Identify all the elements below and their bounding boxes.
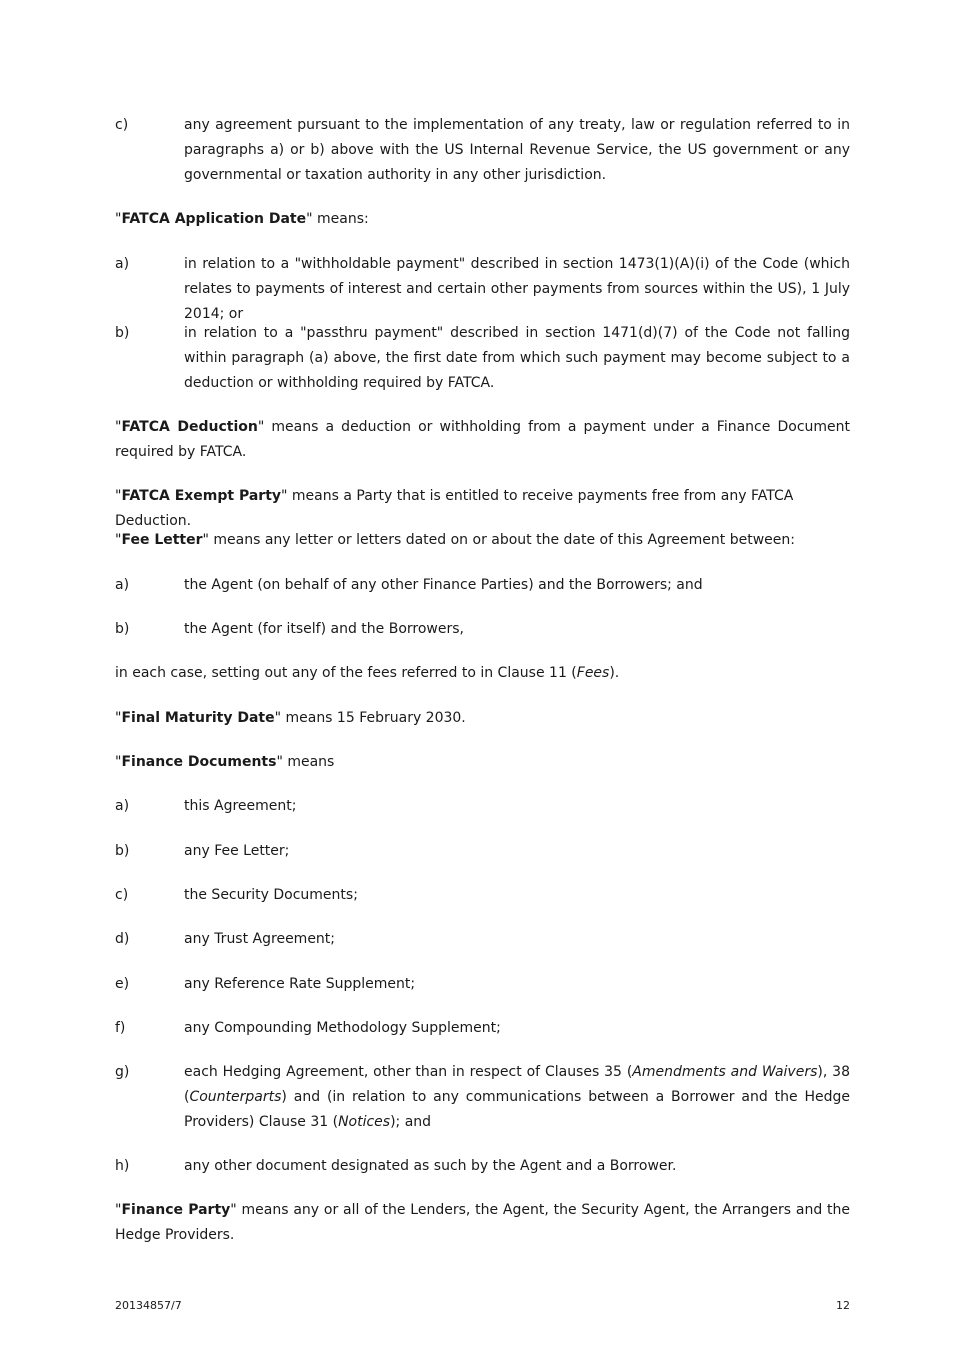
item-label: e) <box>115 976 130 992</box>
item-label: d) <box>115 931 130 947</box>
definition-finance-party: "Finance Party" means any or all of the Lenders, the Agent, the Security Agent, the Arrangers and the Hedge Providers. <box>115 1202 850 1243</box>
page-number: 12 <box>836 1299 850 1312</box>
item-text: any Reference Rate Supplement; <box>184 976 416 992</box>
definition-finance-documents: "Finance Documents" means <box>115 754 335 770</box>
item-text: any Compounding Methodology Supplement; <box>184 1020 501 1036</box>
item-label: f) <box>115 1020 126 1036</box>
definition-text: " means 15 February 2030. <box>274 710 466 726</box>
item-text: any Fee Letter; <box>184 843 290 859</box>
item-label: a) <box>115 577 130 593</box>
definition-text: " means <box>276 754 335 770</box>
note-text: in each case, setting out any of the fees referred to in Clause 11 ( <box>115 665 577 681</box>
document-reference: 20134857/7 <box>115 1299 182 1312</box>
definition-text: " means any or all of the Lenders, the Agent, the Security Agent, the Arrangers and the Hedge Providers. <box>115 1202 850 1243</box>
definition-final-maturity-date: "Final Maturity Date" means 15 February 2030. <box>115 710 466 726</box>
item-text: any agreement pursuant to the implementation of any treaty, law or regulation referred to in paragraphs a) or b) above with the US Internal Revenue Service, the US government or any governmental or taxation authority in any other jurisdiction. <box>184 117 850 183</box>
item-text: the Agent (on behalf of any other Finance Parties) and the Borrowers; and <box>184 577 703 593</box>
item-label: c) <box>115 117 129 133</box>
definition-text: " means any letter or letters dated on or about the date of this Agreement between: <box>202 532 795 548</box>
item-text: the Security Documents; <box>184 887 358 903</box>
item-label: a) <box>115 798 130 814</box>
definition-fee-letter: "Fee Letter" means any letter or letters dated on or about the date of this Agreement between: <box>115 532 795 548</box>
definition-text: " means: <box>306 211 369 227</box>
definition-text: " means a Party that is entitled to receive payments free from any FATCA Deduction. <box>115 488 794 529</box>
defined-term: Finance Party <box>121 1202 231 1218</box>
item-label: g) <box>115 1064 130 1080</box>
defined-term: FATCA Deduction <box>121 419 258 435</box>
item-label: b) <box>115 325 130 341</box>
defined-term: Final Maturity Date <box>121 710 275 726</box>
definition-text: " means a deduction or withholding from a payment under a Finance Document required by FATCA. <box>115 419 851 460</box>
fee-letter-case-note <box>115 661 850 686</box>
item-label: c) <box>115 887 129 903</box>
item-label: b) <box>115 843 130 859</box>
note-text: ). <box>609 665 620 681</box>
item-label: a) <box>115 256 130 272</box>
defined-term: Finance Documents <box>121 754 277 770</box>
definition-fatca-deduction: "FATCA Deduction" means a deduction or withholding from a payment under a Finance Document required by FATCA. <box>115 419 851 460</box>
definition-fatca-exempt-party: "FATCA Exempt Party" means a Party that is entitled to receive payments free from any FATCA Deduction. <box>115 488 794 529</box>
clause-title: Fees <box>576 665 610 681</box>
item-label: b) <box>115 621 130 637</box>
item-text: any other document designated as such by the Agent and a Borrower. <box>184 1158 677 1174</box>
defined-term: FATCA Application Date <box>121 211 307 227</box>
defined-term: Fee Letter <box>121 532 203 548</box>
item-text: in relation to a "withholdable payment" described in section 1473(1)(A)(i) of the Code (which relates to payments of interest and certain other payments from sources within the US), 1 July 2014; or <box>184 256 850 322</box>
item-text: each Hedging Agreement, other than in respect of Clauses 35 (Amendments and Waivers), 38 (Counterparts) and (in relation to any communications between a Borrower and the Hedge Providers) Clause 31 (Notices); and <box>184 1064 850 1130</box>
item-label: h) <box>115 1158 130 1174</box>
item-text: in relation to a "passthru payment" described in section 1471(d)(7) of the Code not falling within paragraph (a) above, the first date from which such payment may become subject to a deduction or withholding required by FATCA. <box>184 325 850 391</box>
definition-fatca-application-date: "FATCA Application Date" means: <box>115 211 369 227</box>
item-text: the Agent (for itself) and the Borrowers, <box>184 621 464 637</box>
item-text: any Trust Agreement; <box>184 931 336 947</box>
item-text: this Agreement; <box>184 798 297 814</box>
defined-term: FATCA Exempt Party <box>121 488 282 504</box>
